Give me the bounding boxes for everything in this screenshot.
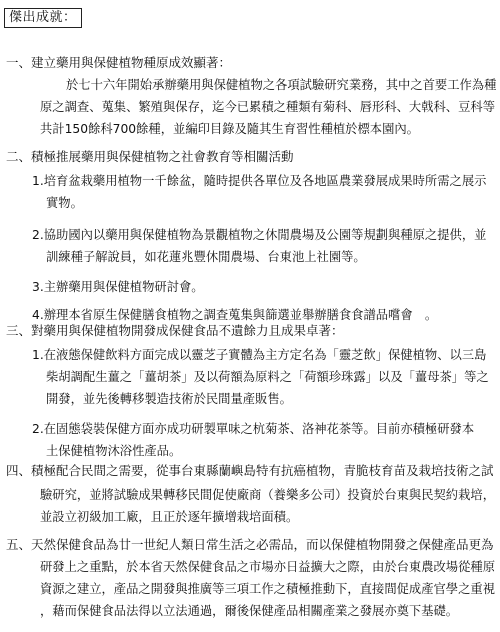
section-5-heading: 五、天然保健食品為廿一世紀人類日常生活之必需品，而以保健植物開發之保健產品更為 bbox=[6, 537, 494, 552]
list-item-line: 4.辦理本省原生保健膳食植物之調查蒐集與篩選並舉辦膳食食譜品嚐會 。 bbox=[32, 308, 438, 322]
list-item-line: 開發，並先後轉移製造技術於民間量產販售。 bbox=[46, 392, 292, 406]
section-3-heading: 三、對藥用與保健植物開發成保健食品不遺餘力且成果卓著： bbox=[6, 323, 344, 338]
section-4-heading: 四、積極配合民間之需要，從事台東縣蘭嶼島特有抗癌植物，青脆枝育苗及栽培技術之試 bbox=[6, 463, 494, 478]
section-3-body bbox=[32, 344, 500, 462]
list-item-line: 2.協助國內以藥用與保健植物為景觀植物之休閒農場及公園等規劃與種原之提供，並 bbox=[32, 228, 487, 242]
list-item-line: 2.在固態袋裝保健方面亦成功研製單味之杭菊茶、洛神花茶等。目前亦積極研發本 bbox=[32, 422, 475, 436]
text-line: 於七十六年開始承辦藥用與保健植物之各項試驗研究業務，其中之首要工作為種 bbox=[66, 78, 497, 92]
list-item-line: 3.主辦藥用與保健植物研討會。 bbox=[32, 280, 204, 294]
list-item-line: 訓練種子解說員，如花蓮兆豐休閒農場、台東池上社園等。 bbox=[46, 250, 366, 264]
section-5-body bbox=[40, 556, 500, 622]
section-4-body bbox=[40, 484, 500, 528]
list-item-line: 1.在液態保健飲料方面完成以靈芝子實體為主方定名為「靈芝飲」保健植物、以三島 bbox=[32, 348, 487, 362]
text-line: 資源之建立，產品之開發與推廣等三項工作之積極推動下，直接間促成產官學之重視 bbox=[40, 582, 495, 596]
section-2-heading: 二、積極推展藥用與保健植物之社會教育等相關活動 bbox=[6, 149, 294, 164]
text-line: 驗研究，並將試驗成果轉移民間促使廠商（養樂多公司）投資於台東與民契約栽培， bbox=[40, 488, 495, 502]
section-1-heading: 一、建立藥用與保健植物種原成效顯著： bbox=[6, 55, 232, 70]
list-item-line: 土保健植物沐浴性產品。 bbox=[46, 444, 182, 458]
title-badge: 傑出成就： bbox=[4, 8, 82, 28]
list-item-line: 柴胡調配生薑之「薑胡茶」及以荷額為原料之「荷額珍珠露」以及「薑母茶」等之 bbox=[46, 370, 489, 384]
text-line: 研發上之重點，於本省天然保健食品之市場亦日益擴大之際，由於台東農改場從種原 bbox=[40, 560, 495, 574]
section-2-body bbox=[32, 170, 500, 326]
text-line: 原之調查、蒐集、繁殖與保存，迄今已累積之種類有菊科、唇形科、大戟科、豆科等 bbox=[40, 100, 495, 114]
text-line: 並設立初級加工廠，且正於逐年擴增栽培面積。 bbox=[40, 510, 299, 524]
text-line: ，藉而保健食品法得以立法通過，爾後保健產品相關產業之發展亦奠下基礎。 bbox=[40, 604, 459, 618]
text-line: 共計150餘科700餘種，並編印目錄及隨其生育習性種植於標本園內。 bbox=[40, 122, 419, 136]
list-item-line: 實物。 bbox=[46, 196, 83, 210]
section-1-body bbox=[40, 74, 500, 140]
list-item-line: 1.培育盆栽藥用植物一千餘盆，隨時提供各單位及各地區農業發展成果時所需之展示 bbox=[32, 174, 487, 188]
